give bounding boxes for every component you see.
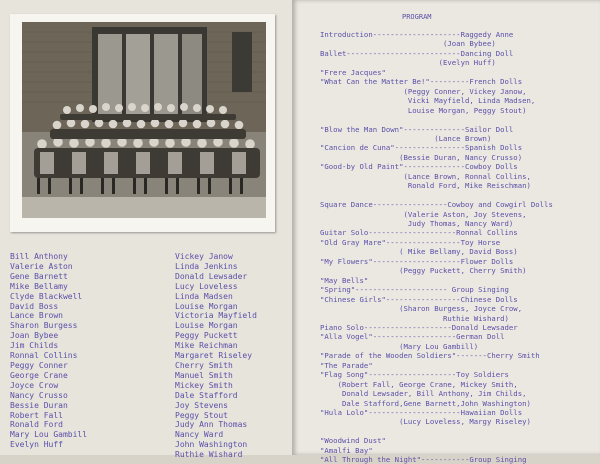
- program-line: (Peggy Puckett, Cherry Smith): [320, 266, 527, 276]
- student-name: Mickey Smith: [175, 380, 233, 390]
- program-line: "My Flowers"--------------------Flower Dolls: [320, 256, 514, 266]
- student-name: Judy Ann Thomas: [175, 420, 248, 430]
- program-line: Ronald Ford, Mike Reischman): [320, 181, 531, 191]
- program-line: "Chinese Girls"-----------------Chinese Dolls: [320, 294, 518, 304]
- program-line: "Blow the Man Down"--------------Sailor Doll: [320, 124, 514, 134]
- student-name: John Washington: [175, 440, 248, 450]
- program-line: "Old Gray Mare"-----------------Toy Horse: [320, 237, 501, 247]
- student-name: David Boss: [10, 301, 59, 311]
- program-line: "Woodwind Dust": [320, 436, 386, 446]
- program-line: "Hula Lolo"---------------------Hawaiian Dolls: [320, 408, 523, 417]
- student-name: Valerie Aston: [10, 261, 73, 271]
- program-line: Piano Solo--------------------Donald Lewsader: [320, 322, 518, 332]
- program-line: "Alla Vogel"-------------------German Doll: [320, 332, 505, 342]
- program-line: "Frere Jacques": [320, 67, 386, 77]
- student-name: Peggy Conner: [10, 360, 68, 370]
- program-line: (Bessie Duran, Nancy Crusso): [320, 152, 523, 162]
- student-name: Ruthie Wishard: [175, 450, 243, 460]
- student-name: Sharon Burgess: [10, 321, 78, 331]
- program-line: (Sharon Burgess, Joyce Crow,: [320, 304, 523, 314]
- student-name: Manuel Smith: [175, 370, 233, 380]
- program-line: "All Through the Night"-----------Group Singing: [320, 455, 527, 464]
- program-line: "Cancion de Cuna"----------------Spanish Dolls: [320, 143, 523, 153]
- student-name: Joyce Crow: [10, 380, 59, 390]
- student-name: Louise Morgan: [175, 321, 238, 331]
- program-line: "Good-by Old Paint"--------------Cowboy Dolls: [320, 162, 518, 172]
- program-line: "Spring"--------------------- Group Singing: [320, 285, 509, 295]
- program-line: (Evelyn Huff): [320, 58, 496, 68]
- student-name: Margaret Riseley: [175, 351, 253, 361]
- program-line: "What Can the Matter Be!"---------French Dolls: [320, 77, 523, 87]
- program-listing: [292, 0, 600, 464]
- student-name: Linda Madsen: [175, 291, 233, 301]
- student-names-column-2: [175, 252, 257, 460]
- student-name: Lucy Loveless: [175, 281, 238, 291]
- student-name: Lance Brown: [10, 311, 63, 321]
- program-line: "Amalfi Bay": [320, 445, 373, 455]
- student-name: Peggy Stout: [175, 410, 228, 420]
- program-line: (Joan Bybee): [320, 39, 496, 49]
- student-name: Vickey Janow: [175, 252, 233, 261]
- student-name: Mike Reichman: [175, 341, 238, 351]
- program-line: Ruthie Wishard): [320, 313, 509, 323]
- program-line: (Peggy Conner, Vickey Janow,: [320, 86, 527, 96]
- student-name: Evelyn Huff: [10, 440, 63, 450]
- program-line: Donald Lewsader, Bill Anthony, Jim Childs,: [320, 389, 527, 399]
- student-name: Cherry Smith: [175, 360, 233, 370]
- student-name: Peggy Puckett: [175, 331, 238, 341]
- student-name: Donald Lewsader: [175, 271, 248, 281]
- student-name: Ronald Ford: [10, 420, 63, 430]
- program-line: "Flag Song"--------------------Toy Soldiers: [320, 370, 509, 380]
- program-line: ( Mike Bellamy, David Boss): [320, 247, 518, 257]
- student-name: Robert Fall: [10, 410, 63, 420]
- program-line: Louise Morgan, Peggy Stout): [320, 105, 527, 115]
- student-name: Louise Morgan: [175, 301, 238, 311]
- student-name: Jim Childs: [10, 341, 59, 351]
- program-line: (Lance Brown): [320, 133, 492, 143]
- student-names-column-1: [10, 252, 87, 450]
- program-line: (Lucy Loveless, Margy Riseley): [320, 417, 531, 427]
- student-name: Dale Stafford: [175, 390, 238, 400]
- program-line: (Mary Lou Gambill): [320, 341, 479, 351]
- program-line: "The Parade": [320, 360, 373, 370]
- student-name: George Crane: [10, 370, 68, 380]
- student-name: Ronnal Collins: [10, 351, 78, 361]
- program-line: (Valerie Aston, Joy Stevens,: [320, 209, 527, 219]
- student-name: Bill Anthony: [10, 252, 68, 261]
- student-name: Joan Bybee: [10, 331, 59, 341]
- student-name: Joy Stevens: [175, 400, 228, 410]
- program-line: Ballet--------------------------Dancing Doll: [320, 48, 514, 58]
- student-name: Mary Lou Gambill: [10, 430, 88, 440]
- program-line: Guitar Solo--------------------Ronnal Collins: [320, 228, 518, 238]
- program-line: Square Dance-----------------Cowboy and Cowgirl Dolls: [320, 200, 553, 210]
- student-name: Mike Bellamy: [10, 281, 68, 291]
- program-line: Dale Stafford,Gene Barnett,John Washington): [320, 398, 531, 408]
- program-title: PROGRAM: [402, 13, 432, 21]
- program-line: "Parade of the Wooden Soldiers"-------Cherry Smith: [320, 351, 540, 361]
- program-line: "May Bells": [320, 275, 369, 285]
- program-line: Introduction--------------------Raggedy Anne: [320, 30, 514, 39]
- student-name: Clyde Blackwell: [10, 291, 83, 301]
- program-line: Judy Thomas, Nancy Ward): [320, 219, 514, 228]
- student-name: Bessie Duran: [10, 400, 68, 410]
- program-line: (Lance Brown, Ronnal Collins,: [320, 171, 531, 181]
- student-name: Nancy Crusso: [10, 390, 68, 400]
- class-photo: [22, 22, 266, 218]
- student-name: Nancy Ward: [175, 430, 224, 440]
- program-line: (Robert Fall, George Crane, Mickey Smith,: [320, 379, 518, 389]
- student-name: Linda Jenkins: [175, 261, 238, 271]
- student-name: Victoria Mayfield: [175, 311, 257, 321]
- program-line: Vicki Mayfield, Linda Madsen,: [320, 96, 536, 106]
- student-name: Gene Barnett: [10, 271, 68, 281]
